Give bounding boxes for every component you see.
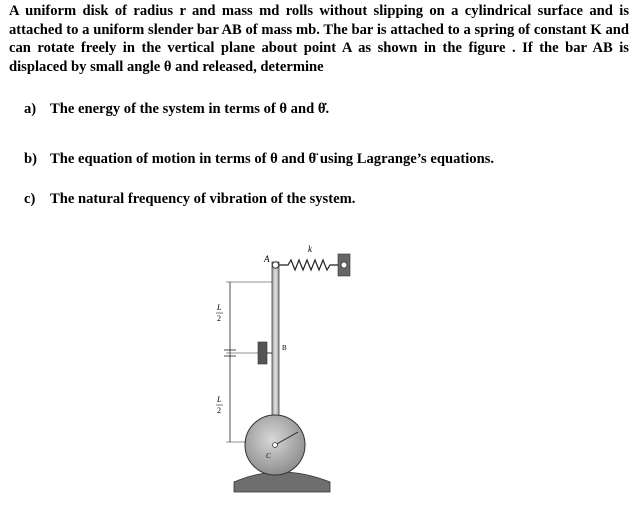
pin-support [258, 342, 267, 364]
dim-bottom-num: L [217, 395, 222, 404]
label-c: C [266, 452, 271, 460]
question-b-label: b) [24, 151, 37, 167]
spring [279, 260, 338, 270]
label-a: A [264, 254, 270, 264]
question-a-text: The energy of the system in terms of θ and θ̇. [50, 101, 330, 117]
disk-center [273, 443, 278, 448]
question-a [24, 101, 329, 118]
question-a-label: a) [24, 101, 37, 117]
label-b: B [282, 344, 287, 352]
pivot-a [272, 262, 278, 268]
dim-top-den: 2 [217, 314, 221, 323]
label-k: k [308, 244, 312, 254]
question-b [24, 151, 494, 168]
dim-bottom-den: 2 [217, 406, 221, 415]
dim-top-num: L [217, 303, 222, 312]
question-c [24, 191, 355, 208]
question-c-label: c) [24, 191, 36, 207]
mechanism-figure [210, 242, 370, 494]
question-b-text: The equation of motion in terms of θ and θ̈ using Lagrange’s equations. [50, 151, 495, 167]
question-c-text: The natural frequency of vibration of the system. [50, 191, 356, 207]
problem-statement: A uniform disk of radius r and mass md rolls without slipping on a cylindrical surface and is attached to a uniform slender bar AB of mass mb. The bar is attached to a spring of constant K and can rotate freely in the vertical plane about point A as shown in the figure . If the bar AB is displaced by small angle θ and released, determine [9, 3, 629, 75]
cylindrical-surface [234, 472, 330, 492]
